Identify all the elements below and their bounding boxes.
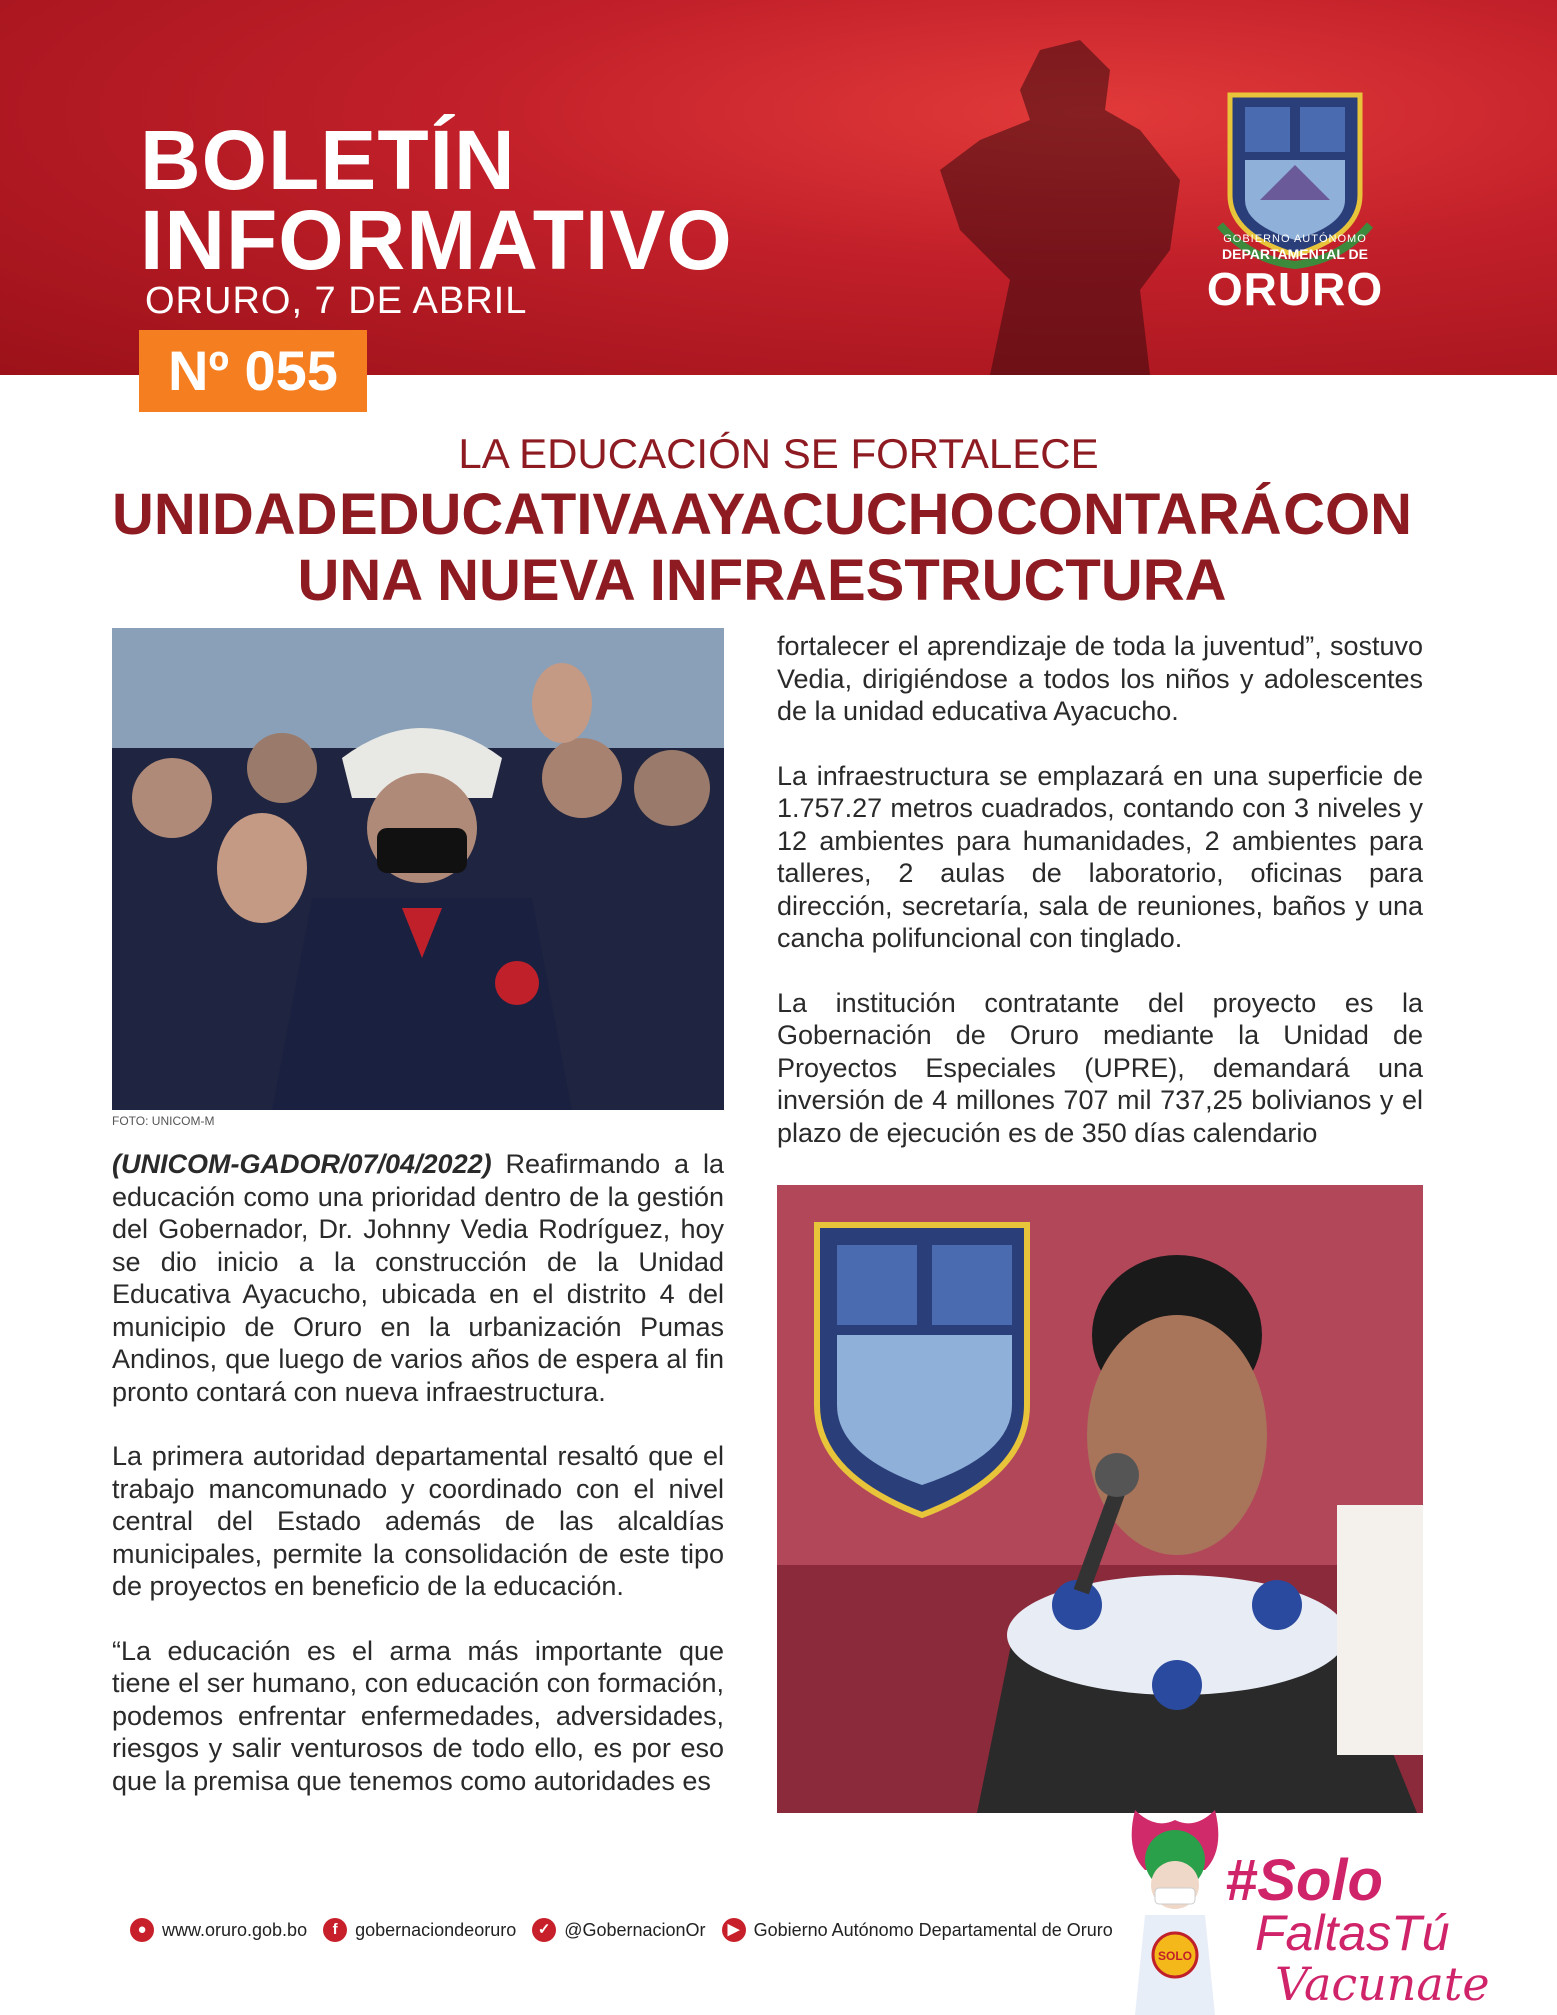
- headline-word: UNIDAD: [112, 482, 338, 547]
- bulletin-title-line1: BOLETÍN: [140, 113, 516, 207]
- twitter-icon: ✓: [532, 1918, 556, 1942]
- lead-text: Reafirmando a la educación como una prioridad dentro de la gestión del Gobernador, Dr. Johnny Vedia Rodríguez, hoy se dio inicio a la construcción de la Unidad Educativa Ayacucho, ubicada en el distrito 4 del municipio de Oruro en la urbanización Pumas Andinos, que luego de varios años de espera al fin pronto contará con nueva infraestructura.: [112, 1149, 724, 1407]
- footer-facebook[interactable]: [323, 1918, 516, 1942]
- governor-speaking-photo: [777, 1185, 1423, 1813]
- footer-twitter[interactable]: [532, 1918, 705, 1942]
- bulletin-title-line2: INFORMATIVO: [140, 193, 733, 287]
- headline-line2: UNA NUEVA INFRAESTRUCTURA: [297, 548, 1227, 613]
- dateline-tag: (UNICOM-GADOR/07/04/2022): [112, 1149, 492, 1179]
- facebook-label: gobernaciondeoruro: [355, 1919, 517, 1940]
- youtube-label: Gobierno Autónomo Departamental de Oruro: [753, 1919, 1113, 1940]
- slogan-tagline: Vacunate: [1275, 1957, 1490, 2010]
- photo-credit: FOTO: UNICOM-M: [112, 1114, 215, 1128]
- mascot-badge-text: SOLO: [1157, 1949, 1193, 1963]
- campaign-slogan: [1215, 1840, 1545, 2010]
- col2-paragraph-2: La infraestructura se emplazará en una superficie de 1.757.27 metros cuadrados, contando con 3 niveles y 12 ambientes para humanidades, 2 ambientes para talleres, 2 aulas de laboratorio, oficinas para dirección, secretaría, sala de reuniones, baños y una cancha polifuncional con tinglado.: [777, 760, 1423, 953]
- lead-paragraph: [112, 1148, 724, 1408]
- headline-word: CON: [1283, 482, 1412, 547]
- footer-youtube[interactable]: [722, 1918, 1113, 1942]
- headline-word: EDUCATIVA: [338, 482, 669, 547]
- logo-line2: DEPARTAMENTAL DE: [1222, 246, 1368, 262]
- globe-icon: ●: [130, 1918, 154, 1942]
- paragraph-2: La primera autoridad departamental resaltó que el trabajo mancomunado y coordinado con el nivel central del Estado además de las alcaldías municipales, permite la consolidación de este tipo de proyectos en beneficio de la educación.: [112, 1441, 724, 1601]
- headline-line1: [112, 482, 1412, 548]
- youtube-icon: ▶: [722, 1918, 746, 1942]
- facebook-icon: f: [323, 1918, 347, 1942]
- bulletin-number-badge: Nº 055: [139, 330, 367, 412]
- logo-name: ORURO: [1206, 263, 1384, 315]
- col2-paragraph-3: La institución contratante del proyecto es la Gobernación de Oruro mediante la Unidad de Proyectos Especiales (UPRE), demandará una inversión de 4 millones 707 mil 737,25 bolivianos y el plazo de ejecución es de 350 días calendario: [777, 987, 1423, 1148]
- article-headline: [112, 482, 1412, 614]
- paragraph-3: “La educación es el arma más importante que tiene el ser humano, con educación con formación, podemos enfrentar enfermedades, adversidades, riesgos y salir venturosos de todo ello, es por eso que la premisa que tenemos como autoridades es: [112, 1635, 724, 1796]
- footer-website[interactable]: [130, 1918, 307, 1942]
- article-column-left: [112, 1148, 724, 1829]
- statue-silhouette: [840, 30, 1260, 375]
- slogan-line1: #Solo: [1225, 1848, 1383, 1913]
- headline-word: AYACUCHO: [670, 482, 995, 547]
- dateline: ORURO, 7 DE ABRIL: [145, 280, 528, 322]
- website-label: www.oruro.gob.bo: [162, 1919, 308, 1940]
- article-kicker: LA EDUCACIÓN SE FORTALECE: [458, 430, 1099, 477]
- footer-links: [130, 1918, 1129, 1942]
- students-photo: [112, 628, 724, 1110]
- col2-paragraph-1: fortalecer el aprendizaje de toda la juventud”, sostuvo Vedia, dirigiéndose a todos los niños y adolescentes de la unidad educativa Ayacucho.: [777, 631, 1423, 726]
- headline-word: CONTARÁ: [996, 482, 1282, 547]
- twitter-label: @GobernacionOr: [564, 1919, 706, 1940]
- slogan-line2: FaltasTú: [1255, 1905, 1450, 1961]
- logo-line1: GOBIERNO AUTÓNOMO: [1223, 233, 1367, 245]
- header-banner: [0, 0, 1557, 375]
- article-column-right: [777, 630, 1423, 1181]
